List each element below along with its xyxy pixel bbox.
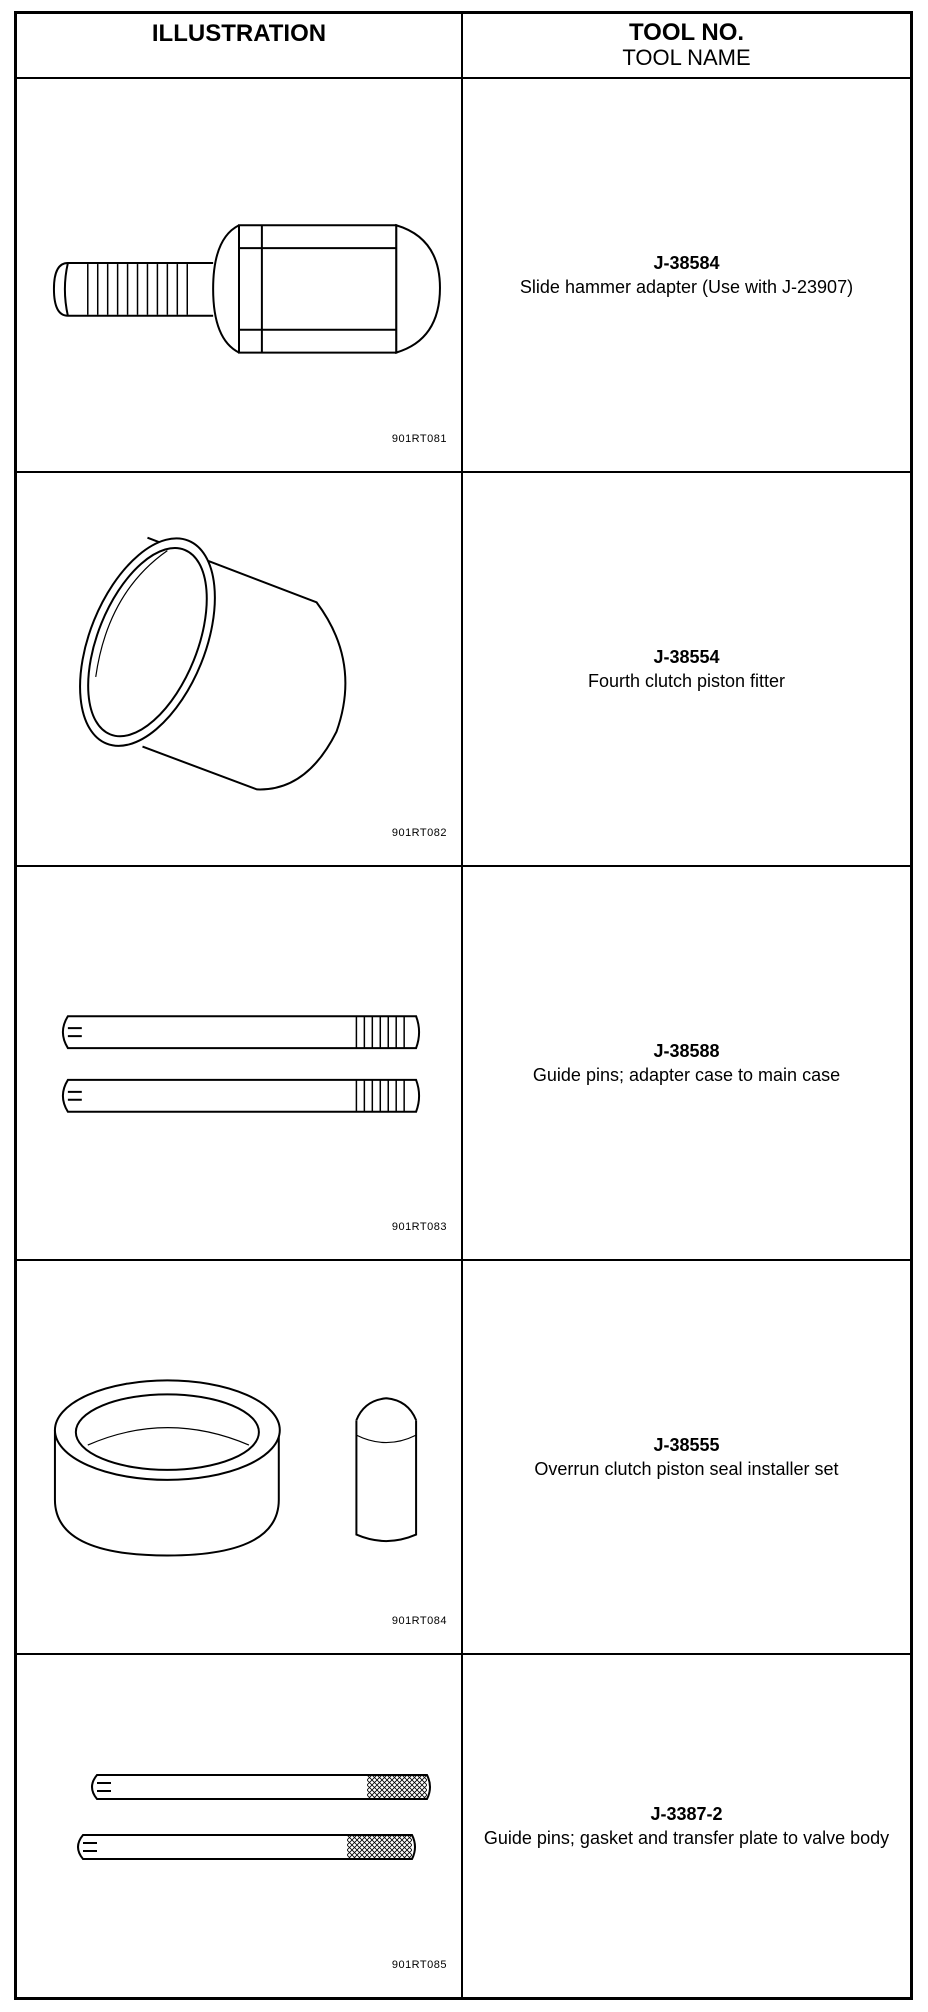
tool-name-header: TOOL NAME — [622, 45, 751, 70]
figure-code: 901RT082 — [391, 827, 447, 839]
tool-name: Overrun clutch piston seal installer set — [534, 1459, 839, 1479]
tool-number: J-38555 — [653, 1435, 720, 1455]
illustration-cell — [17, 79, 461, 471]
tool-number: J-3387-2 — [650, 1804, 723, 1824]
tool-header — [463, 14, 910, 77]
seal-installer-set-icon — [17, 1261, 461, 1653]
table-row — [17, 1261, 910, 1655]
illustration-cell — [17, 867, 461, 1259]
tool-number: J-38554 — [653, 647, 720, 667]
slide-hammer-adapter-icon — [17, 79, 461, 471]
table-row — [17, 79, 910, 473]
tool-number: J-38584 — [653, 253, 720, 273]
tool-name: Fourth clutch piston fitter — [587, 671, 786, 691]
figure-code: 901RT084 — [391, 1615, 447, 1627]
tool-number: J-38588 — [653, 1041, 720, 1061]
guide-pins-icon — [17, 867, 461, 1259]
piston-fitter-icon — [17, 473, 461, 865]
tool-no-header: TOOL NO. — [628, 19, 745, 46]
tool-name: Slide hammer adapter (Use with J-23907) — [519, 277, 854, 297]
tool-info-cell — [463, 1655, 910, 1997]
illustration-cell — [17, 473, 461, 865]
illustration-cell — [17, 1261, 461, 1653]
figure-code: 901RT081 — [391, 433, 447, 445]
table-row — [17, 1655, 910, 1997]
illustration-cell — [17, 1655, 461, 1997]
table-header — [17, 14, 910, 79]
tool-info-cell — [463, 79, 910, 471]
table-row — [17, 473, 910, 867]
figure-code: 901RT085 — [391, 1959, 447, 1971]
tool-name: Guide pins; gasket and transfer plate to valve body — [483, 1828, 890, 1848]
illustration-header: ILLUSTRATION — [151, 20, 327, 47]
tool-info-cell — [463, 867, 910, 1259]
tool-info-cell — [463, 1261, 910, 1653]
figure-code: 901RT083 — [391, 1221, 447, 1233]
tool-info-cell — [463, 473, 910, 865]
tool-table — [14, 11, 913, 2000]
table-row — [17, 867, 910, 1261]
tool-name: Guide pins; adapter case to main case — [532, 1065, 841, 1085]
knurled-guide-pins-icon — [17, 1655, 461, 1997]
